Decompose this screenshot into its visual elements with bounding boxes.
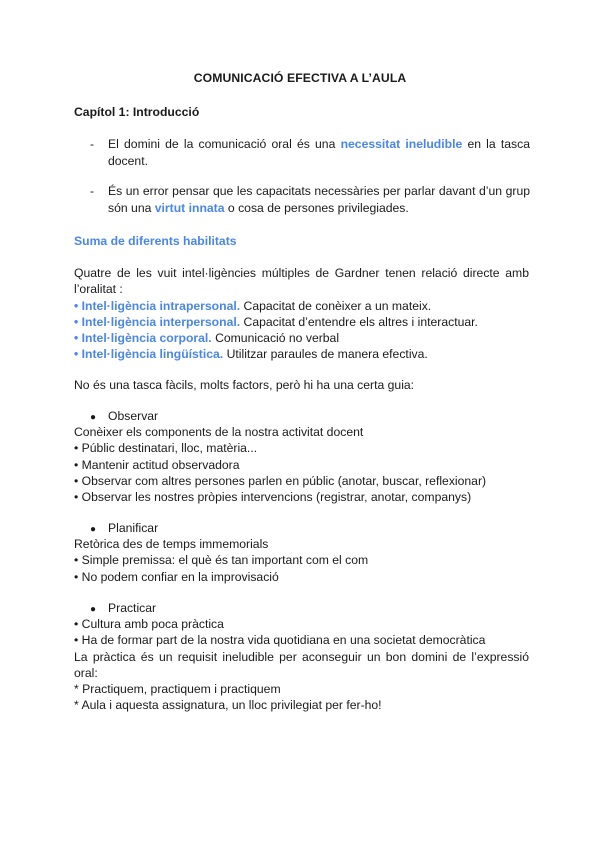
list-item: • Públic destinatari, lloc, matèria... [74,441,258,456]
intelligence-name: • Intel·ligència interpersonal. [74,314,241,329]
intro-text-post: o cosa de persones privilegiades. [224,200,409,215]
list-item: • Ha de formar part de la nostra vida quotidiana en una societat democràtica [74,633,486,648]
planificar-block [74,536,529,585]
intelligence-name: • Intel·ligència lingüística. [74,347,224,362]
observar-sub: Conèixer els components de la nostra activitat docent [74,425,364,439]
observar-block [74,424,529,505]
guide-intro: No és una tasca fàcils, molts factors, però hi ha una certa guia: [74,378,415,392]
list-item: • Cultura amb poca pràctica [74,617,224,631]
list-item: • No podem confiar en la improvisació [74,569,279,584]
intelligence-name: • Intel·ligència intrapersonal. [74,298,241,313]
bullet-dot-icon: ● [90,412,97,423]
intro-item [90,183,530,216]
dash-marker: - [90,137,95,151]
note-item: * Aula i aquesta assignatura, un lloc privilegiat per fer-ho! [74,698,382,713]
list-item: • Observar les nostres pròpies intervencions (registrar, anotar, companys) [74,490,472,505]
practicar-block [74,616,529,714]
gardner-block [74,265,529,363]
intro-text-post: en la tasca docent. [108,137,530,168]
bullet-planificar-label: Planificar [108,521,159,535]
bullet-dot-icon: ● [90,604,97,615]
intelligence-desc: Comunicació no verbal [211,331,340,346]
section-heading: Suma de diferents habilitats [74,234,237,248]
bullet-observar-label: Observar [108,409,159,423]
gardner-intro: Quatre de les vuit intel·ligències múltiples de Gardner tenen relació directe amb l’oralitat : [74,266,529,297]
intro-text-pre: És un error pensar que les capacitats necessàries per parlar davant d’un grup són una [108,184,530,215]
document-title: COMUNICACIÓ EFECTIVA A L’AULA [193,71,407,85]
list-item: • Simple premissa: el què és tan important com el com [74,553,369,568]
note-item: * Practiquem, practiquem i practiquem [74,682,281,697]
planificar-sub: Retòrica des de temps immemorials [74,537,269,551]
intelligence-name: • Intel·ligència corporal. [74,331,212,346]
chapter-heading: Capítol 1: Introducció [74,105,200,119]
list-item: • Mantenir actitud observadora [74,457,240,472]
intelligence-item [74,346,529,362]
intro-highlight: necessitat ineludible [340,137,463,151]
intelligence-item [74,330,529,346]
list-item: • Observar com altres persones parlen en públic (anotar, buscar, reflexionar) [74,473,487,488]
bullet-dot-icon: ● [90,524,97,535]
intro-highlight: virtut innata [154,200,225,215]
intro-item-text [108,136,530,169]
intro-item [90,136,530,169]
intelligence-item [74,298,529,314]
intelligence-desc: Utilitzar paraules de manera efectiva. [223,347,428,362]
intelligence-item [74,314,529,330]
intro-item-text [108,183,530,216]
practicar-paragraph: La pràctica és un requisit ineludible per aconseguir un bon domini de l’expressió oral: [74,649,529,680]
intro-text-pre: El domini de la comunicació oral és una [108,137,341,151]
intelligence-desc: Capacitat de conèixer a un mateix. [240,298,432,313]
bullet-practicar-label: Practicar [108,601,157,615]
intelligence-desc: Capacitat d’entendre els altres i interactuar. [240,314,478,329]
dash-marker: - [90,184,95,198]
